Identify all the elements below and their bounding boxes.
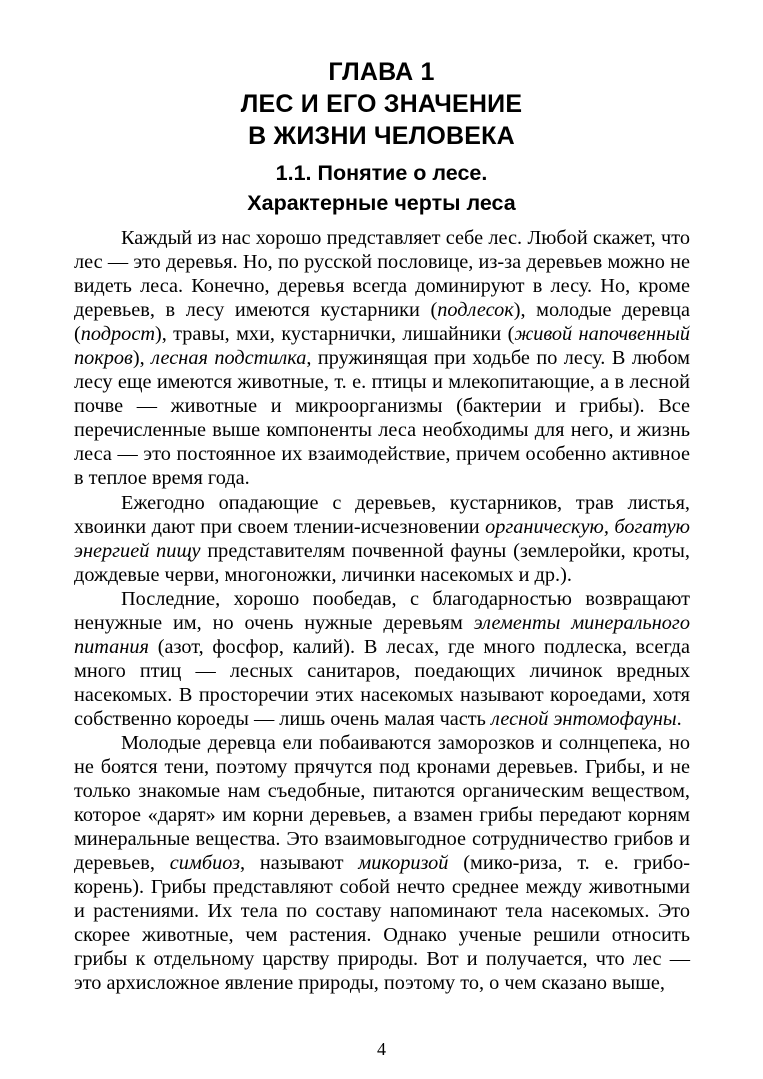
paragraph bbox=[74, 587, 690, 731]
text-run: . bbox=[676, 707, 682, 730]
italic-term: подрост bbox=[80, 323, 155, 346]
text-run: Каждый из нас хорошо представляет себе лес. Любой скажет, что лес — это деревья. Но, по русской пословице, из-за деревьев можно не видеть леса. Конечно, деревья всегда доминируют в лесу. Но, кроме деревьев, в лесу имеются кустарники ( bbox=[74, 227, 690, 322]
text-run: Молодые деревца ели побаиваются заморозков и солнцепека, но не боятся тени, поэтому прячутся под кронами деревьев. Грибы, и не только знакомые нам съедобные, питаются органическим веществом, которое «дарят» им корни деревьев, а взамен грибы передают корням минеральные вещества. Это взаимовыгодное сотрудничество грибов и деревьев, bbox=[74, 731, 690, 875]
chapter-title-line-2: В ЖИЗНИ ЧЕЛОВЕКА bbox=[248, 122, 515, 150]
italic-term: подлесок bbox=[437, 299, 514, 322]
text-run: (мико-риза, т. е. грибо-корень). Грибы представляют собой нечто среднее между животными и растениями. Их тела по составу напоминают тела насекомых. Это скорее животные, чем растения. Однако ученые решили относить грибы к отдельному царству природы. Вот и получается, что лес — это архисложное явление природы, поэтому то, о чем сказано выше, bbox=[74, 852, 690, 995]
italic-term: микоризой bbox=[358, 852, 449, 875]
text-run: ), молодые деревца ( bbox=[74, 299, 690, 346]
italic-term: лесная подстилка bbox=[151, 347, 307, 370]
italic-term: элементы минерального питания bbox=[74, 611, 690, 658]
italic-term: лесной энтомофауны bbox=[490, 707, 677, 730]
text-run: ), bbox=[132, 347, 152, 370]
italic-term: органическую, богатую энергией пищу bbox=[74, 515, 690, 562]
paragraph bbox=[74, 226, 690, 491]
text-run: ), травы, мхи, кустарнички, лишайники ( bbox=[154, 323, 515, 346]
body-text bbox=[74, 226, 690, 996]
page-number: 4 bbox=[377, 1039, 386, 1059]
paragraph bbox=[74, 731, 690, 996]
italic-term: симбиоз bbox=[169, 852, 240, 875]
section-title-line-2: Характерные черты леса bbox=[247, 191, 516, 215]
section-title-line-1: 1.1. Понятие о лесе. bbox=[275, 161, 488, 185]
chapter-title-line-1: ЛЕС И ЕГО ЗНАЧЕНИЕ bbox=[240, 90, 523, 118]
chapter-title bbox=[0, 56, 763, 152]
text-run: Последние, хорошо пообедав, с благодарностью возвращают ненужные им, но очень нужные деревьям bbox=[74, 587, 690, 634]
text-run: Ежегодно опадающие с деревьев, кустарников, трав листья, хвоинки дают при своем тлении-исчезновении bbox=[74, 491, 690, 538]
chapter-number: ГЛАВА 1 bbox=[328, 58, 435, 86]
text-run: (азот, фосфор, калий). В лесах, где много подлеска, всегда много птиц — лесных санитаров, поедающих личинок вредных насекомых. В просторечии этих насекомых называют короедами, хотя собственно короеды — лишь очень малая часть bbox=[74, 635, 690, 730]
text-run: , пружинящая при ходьбе по лесу. В любом лесу еще имеются животные, т. е. птицы и млекопитающие, а в лесной почве — животные и микроорганизмы (бактерии и грибы). Все перечисленные выше компоненты леса необходимы для него, и жизнь леса — это постоянное их взаимодействие, причем особенно активное в теплое время года. bbox=[74, 347, 691, 490]
text-run: представителям почвенной фауны (землеройки, кроты, дождевые черви, многоножки, личинки насекомых и др.). bbox=[74, 539, 690, 586]
paragraph bbox=[74, 491, 690, 587]
text-run: , называют bbox=[240, 852, 359, 875]
italic-term: живой напочвенный покров bbox=[74, 323, 690, 370]
section-title bbox=[0, 158, 763, 218]
